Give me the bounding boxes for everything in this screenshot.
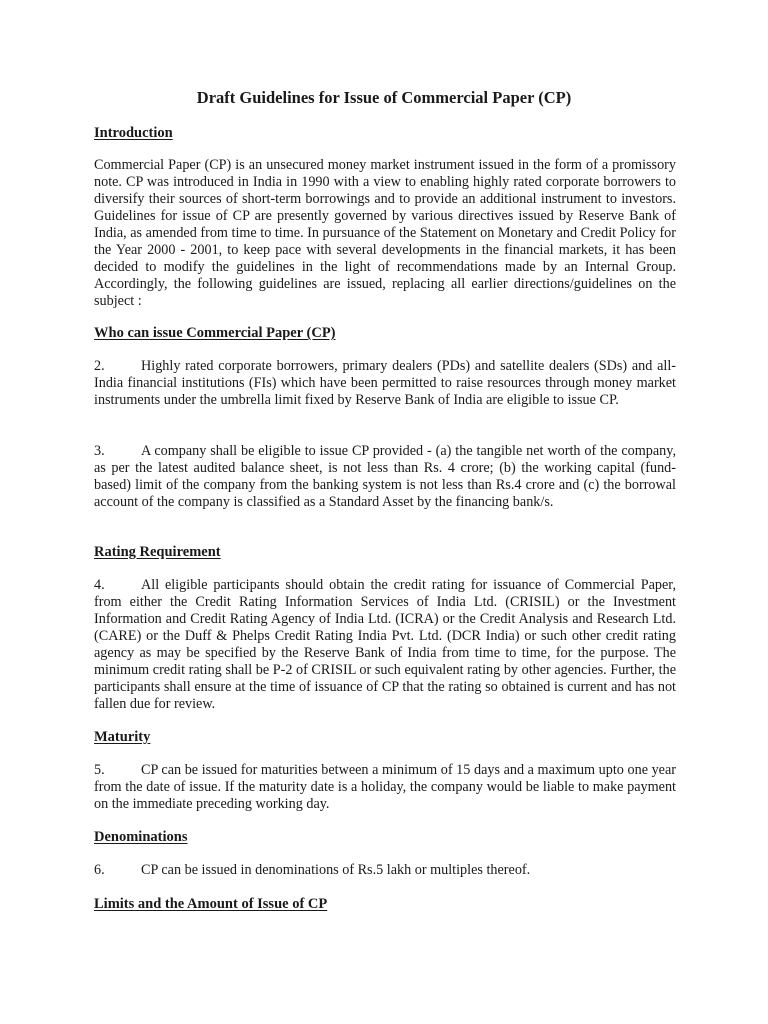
paragraph-text: Commercial Paper (CP) is an unsecured money market instrument issued in the form of a promissory note. CP was introduced in India in 1990 with a view to enabling highly rated corporate borrowers to diversify their sources of short-term borrowings and to provide an additional instrument to investors. Guidelines for issue of CP are presently governed by various directives issued by Reserve Bank of India, as amended from time to time. In pursuance of the Statement on Monetary and Credit Policy for the Year 2000 - 2001, to keep pace with several developments in the financial markets, it has been decided to modify the guidelines in the light of recommendations made by an Internal Group. Accordingly, the following guidelines are issued, replacing all earlier directions/guidelines on the subject : [94, 157, 676, 309]
section-heading-rating-requirement: Rating Requirement [94, 544, 221, 560]
paragraph-4 [94, 577, 676, 713]
section-heading-maturity: Maturity [94, 729, 151, 745]
section-heading-introduction: Introduction [94, 125, 173, 141]
paragraph-number: 4. [94, 577, 105, 593]
paragraph-text: A company shall be eligible to issue CP provided - (a) the tangible net worth of the company, as per the latest audited balance sheet, is not less than Rs. 4 crore; (b) the working capital (fund-based) limit of the company from the banking system is not less than Rs.4 crore and (c) the borrowal account of the company is classified as a Standard Asset by the financing bank/s. [94, 443, 676, 510]
paragraph-text: All eligible participants should obtain the credit rating for issuance of Commercial Paper, from either the Credit Rating Information Services of India Ltd. (CRISIL) or the Investment Information and Credit Rating Agency of India Ltd. (ICRA) or the Credit Analysis and Research Ltd. (CARE) or the Duff & Phelps Credit Rating India Pvt. Ltd. (DCR India) or such other credit rating agency as may be specified by the Reserve Bank of India from time to time, for the purpose. The minimum credit rating shall be P-2 of CRISIL or such equivalent rating by other agencies. Further, the participants shall ensure at the time of issuance of CP that the rating so obtained is current and has not fallen due for review. [94, 577, 676, 712]
paragraph-text: CP can be issued in denominations of Rs.5 lakh or multiples thereof. [141, 862, 531, 878]
section-heading-denominations: Denominations [94, 829, 188, 845]
paragraph-number: 6. [94, 862, 105, 878]
paragraph-6 [94, 862, 676, 879]
section-heading-who-can-issue: Who can issue Commercial Paper (CP) [94, 325, 336, 341]
document-title: Draft Guidelines for Issue of Commercial Paper (CP) [196, 88, 572, 107]
paragraph-5 [94, 762, 676, 813]
paragraph-text: CP can be issued for maturities between a minimum of 15 days and a maximum upto one year from the date of issue. If the maturity date is a holiday, the company would be liable to make payment on the immediate preceding working day. [94, 762, 676, 812]
paragraph-3 [94, 443, 676, 511]
paragraph-2 [94, 358, 676, 409]
paragraph-number: 5. [94, 762, 105, 778]
paragraph-text: Highly rated corporate borrowers, primary dealers (PDs) and satellite dealers (SDs) and all-India financial institutions (FIs) which have been permitted to raise resources through money market instruments under the umbrella limit fixed by Reserve Bank of India are eligible to issue CP. [94, 358, 676, 408]
paragraph-number: 2. [94, 358, 105, 374]
paragraph-number: 3. [94, 443, 105, 459]
paragraph-introduction [94, 157, 676, 310]
section-heading-limits-and-amount: Limits and the Amount of Issue of CP [94, 896, 328, 912]
